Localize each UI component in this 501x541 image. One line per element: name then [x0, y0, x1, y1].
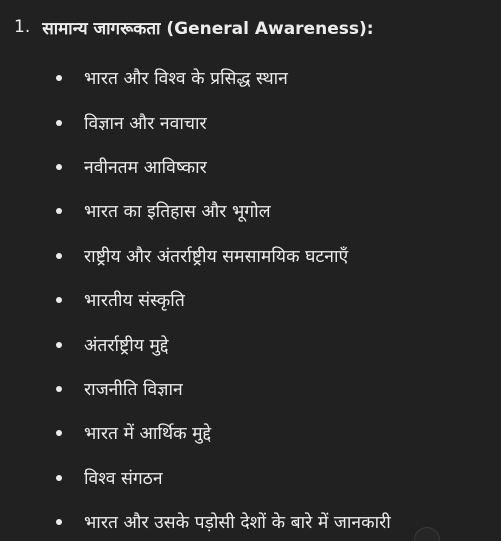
- list-item: [0, 234, 501, 278]
- list-item: [0, 411, 501, 455]
- bullet-icon: [56, 164, 62, 170]
- list-item: [0, 56, 501, 100]
- list-item-label: भारत और उसके पड़ोसी देशों के बारे में जानकारी: [84, 513, 391, 534]
- bullet-icon: [56, 120, 62, 126]
- list-item: [0, 456, 501, 500]
- list-item: [0, 322, 501, 366]
- bullet-icon: [56, 297, 62, 303]
- bullet-icon: [56, 430, 62, 436]
- section-heading: [14, 14, 374, 40]
- list-item: [0, 145, 501, 189]
- bullet-icon: [56, 519, 62, 525]
- bullet-icon: [56, 208, 62, 214]
- section-number: 1.: [14, 17, 31, 37]
- bullet-icon: [56, 75, 62, 81]
- list-item-label: विज्ञान और नवाचार: [84, 113, 207, 134]
- list-item: [0, 367, 501, 411]
- list-item-label: विश्व संगठन: [84, 468, 163, 489]
- list-item-label: भारतीय संस्कृति: [84, 291, 185, 312]
- topic-list: [0, 56, 501, 541]
- section-title: सामान्य जागरूकता (General Awareness):: [42, 18, 374, 39]
- list-item: [0, 100, 501, 144]
- bullet-icon: [56, 342, 62, 348]
- bullet-icon: [56, 253, 62, 259]
- list-item: [0, 189, 501, 233]
- bullet-icon: [56, 386, 62, 392]
- list-item: [0, 278, 501, 322]
- list-item-label: राष्ट्रीय और अंतर्राष्ट्रीय समसामयिक घटनाएँ: [84, 246, 349, 267]
- list-item-label: भारत का इतिहास और भूगोल: [84, 202, 271, 223]
- list-item-label: अंतर्राष्ट्रीय मुद्दे: [84, 335, 169, 356]
- bullet-icon: [56, 475, 62, 481]
- list-item-label: राजनीति विज्ञान: [84, 379, 183, 400]
- list-item-label: नवीनतम आविष्कार: [84, 157, 207, 178]
- list-item-label: भारत और विश्व के प्रसिद्ध स्थान: [84, 69, 288, 90]
- list-item-label: भारत में आर्थिक मुद्दे: [84, 424, 212, 445]
